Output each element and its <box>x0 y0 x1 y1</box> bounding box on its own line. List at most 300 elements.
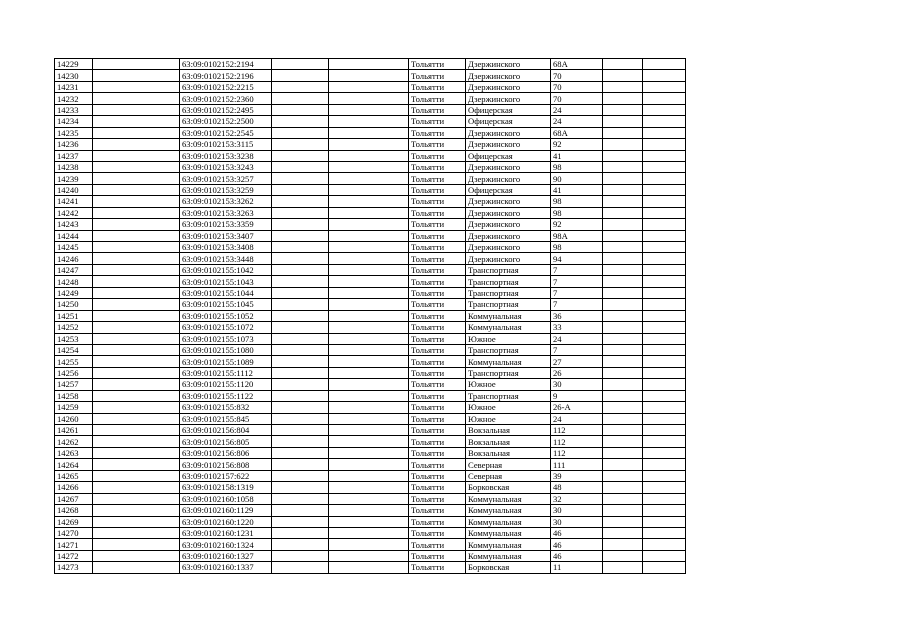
cell-number: 14262 <box>55 436 93 447</box>
cell-number: 14266 <box>55 482 93 493</box>
cell-number: 14258 <box>55 390 93 401</box>
cell-city: Тольятти <box>409 413 466 424</box>
cell-city: Тольятти <box>409 287 466 298</box>
cell-city: Тольятти <box>409 482 466 493</box>
cell-empty <box>329 459 409 470</box>
cell-empty <box>93 527 180 538</box>
table-row <box>55 527 686 538</box>
cell-city: Тольятти <box>409 116 466 127</box>
cell-empty <box>643 230 686 241</box>
cell-street: Вокзальная <box>466 425 551 436</box>
cell-street: Южное <box>466 379 551 390</box>
cell-empty <box>603 150 643 161</box>
cell-empty <box>643 390 686 401</box>
cell-empty <box>93 150 180 161</box>
address-table <box>54 58 686 574</box>
cell-empty <box>93 562 180 573</box>
cell-street: Коммунальная <box>466 322 551 333</box>
cell-house: 46 <box>551 550 603 561</box>
cell-empty <box>272 322 329 333</box>
cell-city: Тольятти <box>409 493 466 504</box>
cell-cadastral-number: 63:09:0102153:3257 <box>180 173 272 184</box>
cell-empty <box>329 207 409 218</box>
cell-empty <box>272 59 329 70</box>
cell-house: 112 <box>551 436 603 447</box>
cell-number: 14265 <box>55 470 93 481</box>
cell-city: Тольятти <box>409 59 466 70</box>
cell-house: 112 <box>551 447 603 458</box>
table-row <box>55 104 686 115</box>
cell-street: Дзержинского <box>466 196 551 207</box>
cell-empty <box>603 413 643 424</box>
cell-empty <box>329 139 409 150</box>
cell-empty <box>603 527 643 538</box>
cell-empty <box>272 93 329 104</box>
cell-empty <box>93 493 180 504</box>
cell-number: 14248 <box>55 276 93 287</box>
cell-street: Дзержинского <box>466 127 551 138</box>
table-row <box>55 356 686 367</box>
table-row <box>55 459 686 470</box>
cell-empty <box>643 276 686 287</box>
cell-empty <box>329 562 409 573</box>
cell-house: 111 <box>551 459 603 470</box>
cell-number: 14231 <box>55 81 93 92</box>
cell-empty <box>603 459 643 470</box>
cell-house: 24 <box>551 333 603 344</box>
cell-number: 14242 <box>55 207 93 218</box>
cell-empty <box>603 161 643 172</box>
cell-empty <box>643 184 686 195</box>
cell-house: 46 <box>551 527 603 538</box>
cell-empty <box>93 287 180 298</box>
cell-house: 90 <box>551 173 603 184</box>
cell-empty <box>272 299 329 310</box>
cell-empty <box>272 207 329 218</box>
cell-cadastral-number: 63:09:0102153:3259 <box>180 184 272 195</box>
cell-empty <box>93 344 180 355</box>
cell-empty <box>603 562 643 573</box>
cell-cadastral-number: 63:09:0102155:1080 <box>180 344 272 355</box>
cell-empty <box>329 59 409 70</box>
cell-empty <box>93 539 180 550</box>
cell-street: Дзержинского <box>466 173 551 184</box>
cell-empty <box>643 333 686 344</box>
cell-empty <box>329 310 409 321</box>
cell-empty <box>643 447 686 458</box>
cell-number: 14234 <box>55 116 93 127</box>
cell-number: 14245 <box>55 242 93 253</box>
cell-number: 14268 <box>55 505 93 516</box>
cell-house: 24 <box>551 116 603 127</box>
cell-empty <box>329 127 409 138</box>
cell-empty <box>272 356 329 367</box>
cell-cadastral-number: 63:09:0102152:2545 <box>180 127 272 138</box>
cell-empty <box>603 276 643 287</box>
cell-empty <box>272 527 329 538</box>
cell-empty <box>603 139 643 150</box>
table-row <box>55 482 686 493</box>
table-row <box>55 264 686 275</box>
cell-number: 14253 <box>55 333 93 344</box>
cell-house: 68А <box>551 127 603 138</box>
cell-cadastral-number: 63:09:0102160:1129 <box>180 505 272 516</box>
cell-empty <box>272 184 329 195</box>
cell-house: 98 <box>551 161 603 172</box>
cell-cadastral-number: 63:09:0102153:3448 <box>180 253 272 264</box>
cell-number: 14272 <box>55 550 93 561</box>
cell-empty <box>329 322 409 333</box>
cell-street: Транспортная <box>466 287 551 298</box>
cell-empty <box>643 356 686 367</box>
cell-empty <box>272 562 329 573</box>
cell-house: 26-А <box>551 402 603 413</box>
cell-empty <box>603 104 643 115</box>
cell-cadastral-number: 63:09:0102155:1072 <box>180 322 272 333</box>
cell-house: 92 <box>551 139 603 150</box>
table-row <box>55 550 686 561</box>
cell-street: Дзержинского <box>466 207 551 218</box>
cell-city: Тольятти <box>409 264 466 275</box>
cell-empty <box>272 447 329 458</box>
table-row <box>55 470 686 481</box>
cell-empty <box>603 550 643 561</box>
cell-street: Дзержинского <box>466 81 551 92</box>
cell-city: Тольятти <box>409 425 466 436</box>
cell-empty <box>329 482 409 493</box>
cell-cadastral-number: 63:09:0102153:3243 <box>180 161 272 172</box>
cell-empty <box>272 516 329 527</box>
cell-empty <box>93 196 180 207</box>
cell-empty <box>272 276 329 287</box>
cell-empty <box>329 219 409 230</box>
cell-cadastral-number: 63:09:0102152:2360 <box>180 93 272 104</box>
cell-empty <box>603 356 643 367</box>
table-row <box>55 379 686 390</box>
cell-empty <box>643 299 686 310</box>
cell-number: 14250 <box>55 299 93 310</box>
cell-cadastral-number: 63:09:0102160:1337 <box>180 562 272 573</box>
cell-empty <box>329 196 409 207</box>
cell-city: Тольятти <box>409 230 466 241</box>
cell-street: Коммунальная <box>466 550 551 561</box>
cell-house: 98 <box>551 242 603 253</box>
cell-empty <box>643 425 686 436</box>
cell-house: 7 <box>551 264 603 275</box>
cell-empty <box>272 402 329 413</box>
cell-street: Транспортная <box>466 367 551 378</box>
cell-number: 14270 <box>55 527 93 538</box>
cell-number: 14241 <box>55 196 93 207</box>
cell-street: Южное <box>466 413 551 424</box>
cell-house: 27 <box>551 356 603 367</box>
cell-empty <box>603 207 643 218</box>
table-row <box>55 70 686 81</box>
cell-house: 70 <box>551 81 603 92</box>
cell-street: Офицерская <box>466 116 551 127</box>
table-row <box>55 344 686 355</box>
cell-empty <box>329 287 409 298</box>
cell-cadastral-number: 63:09:0102153:3262 <box>180 196 272 207</box>
cell-empty <box>643 116 686 127</box>
table-row <box>55 493 686 504</box>
cell-empty <box>272 70 329 81</box>
cell-empty <box>272 264 329 275</box>
cell-empty <box>603 322 643 333</box>
cell-empty <box>329 356 409 367</box>
cell-empty <box>329 104 409 115</box>
cell-empty <box>272 333 329 344</box>
cell-empty <box>603 379 643 390</box>
cell-cadastral-number: 63:09:0102157:622 <box>180 470 272 481</box>
cell-empty <box>93 219 180 230</box>
cell-empty <box>93 356 180 367</box>
cell-empty <box>93 379 180 390</box>
cell-empty <box>643 139 686 150</box>
cell-empty <box>329 436 409 447</box>
cell-empty <box>329 150 409 161</box>
cell-empty <box>93 116 180 127</box>
cell-empty <box>329 413 409 424</box>
cell-empty <box>329 253 409 264</box>
cell-street: Коммунальная <box>466 493 551 504</box>
cell-house: 36 <box>551 310 603 321</box>
cell-empty <box>643 219 686 230</box>
cell-empty <box>603 310 643 321</box>
cell-house: 24 <box>551 413 603 424</box>
cell-city: Тольятти <box>409 70 466 81</box>
cell-street: Офицерская <box>466 184 551 195</box>
cell-cadastral-number: 63:09:0102152:2500 <box>180 116 272 127</box>
cell-empty <box>643 562 686 573</box>
cell-city: Тольятти <box>409 196 466 207</box>
cell-street: Коммунальная <box>466 505 551 516</box>
cell-number: 14263 <box>55 447 93 458</box>
table-row <box>55 402 686 413</box>
cell-cadastral-number: 63:09:0102153:3407 <box>180 230 272 241</box>
cell-empty <box>603 81 643 92</box>
cell-cadastral-number: 63:09:0102153:3238 <box>180 150 272 161</box>
cell-house: 7 <box>551 287 603 298</box>
cell-street: Вокзальная <box>466 447 551 458</box>
cell-empty <box>93 505 180 516</box>
cell-number: 14249 <box>55 287 93 298</box>
cell-cadastral-number: 63:09:0102160:1058 <box>180 493 272 504</box>
table-row <box>55 516 686 527</box>
cell-empty <box>603 390 643 401</box>
cell-house: 94 <box>551 253 603 264</box>
table-row <box>55 322 686 333</box>
cell-number: 14244 <box>55 230 93 241</box>
cell-empty <box>329 70 409 81</box>
cell-number: 14229 <box>55 59 93 70</box>
cell-empty <box>329 276 409 287</box>
cell-empty <box>329 93 409 104</box>
cell-city: Тольятти <box>409 161 466 172</box>
table-row <box>55 539 686 550</box>
cell-empty <box>93 264 180 275</box>
cell-number: 14255 <box>55 356 93 367</box>
table-row <box>55 253 686 264</box>
cell-cadastral-number: 63:09:0102153:3359 <box>180 219 272 230</box>
cell-empty <box>329 402 409 413</box>
cell-empty <box>603 70 643 81</box>
cell-street: Вокзальная <box>466 436 551 447</box>
cell-empty <box>272 470 329 481</box>
table-row <box>55 93 686 104</box>
cell-number: 14267 <box>55 493 93 504</box>
cell-city: Тольятти <box>409 344 466 355</box>
table-row <box>55 562 686 573</box>
cell-empty <box>329 527 409 538</box>
cell-cadastral-number: 63:09:0102155:1073 <box>180 333 272 344</box>
cell-cadastral-number: 63:09:0102153:3408 <box>180 242 272 253</box>
cell-empty <box>93 127 180 138</box>
cell-street: Транспортная <box>466 344 551 355</box>
cell-empty <box>93 436 180 447</box>
cell-empty <box>93 367 180 378</box>
cell-house: 39 <box>551 470 603 481</box>
cell-empty <box>329 242 409 253</box>
cell-city: Тольятти <box>409 81 466 92</box>
cell-street: Офицерская <box>466 150 551 161</box>
cell-empty <box>272 242 329 253</box>
cell-empty <box>272 287 329 298</box>
cell-number: 14230 <box>55 70 93 81</box>
cell-empty <box>603 482 643 493</box>
cell-city: Тольятти <box>409 207 466 218</box>
cell-empty <box>93 413 180 424</box>
cell-house: 7 <box>551 344 603 355</box>
cell-empty <box>329 81 409 92</box>
cell-number: 14257 <box>55 379 93 390</box>
cell-empty <box>93 70 180 81</box>
cell-house: 41 <box>551 150 603 161</box>
cell-street: Южное <box>466 402 551 413</box>
cell-empty <box>643 70 686 81</box>
cell-street: Дзержинского <box>466 59 551 70</box>
cell-empty <box>93 482 180 493</box>
cell-city: Тольятти <box>409 527 466 538</box>
cell-empty <box>643 527 686 538</box>
cell-empty <box>272 219 329 230</box>
cell-cadastral-number: 63:09:0102155:1045 <box>180 299 272 310</box>
cell-street: Южное <box>466 333 551 344</box>
cell-empty <box>329 230 409 241</box>
table-row <box>55 150 686 161</box>
cell-empty <box>93 470 180 481</box>
cell-empty <box>329 516 409 527</box>
cell-house: 30 <box>551 379 603 390</box>
cell-city: Тольятти <box>409 93 466 104</box>
cell-empty <box>93 242 180 253</box>
cell-empty <box>329 367 409 378</box>
cell-house: 9 <box>551 390 603 401</box>
cell-number: 14254 <box>55 344 93 355</box>
cell-empty <box>329 379 409 390</box>
cell-city: Тольятти <box>409 276 466 287</box>
cell-house: 70 <box>551 93 603 104</box>
cell-empty <box>643 516 686 527</box>
table-row <box>55 333 686 344</box>
cell-cadastral-number: 63:09:0102156:804 <box>180 425 272 436</box>
cell-empty <box>93 425 180 436</box>
cell-empty <box>329 425 409 436</box>
cell-empty <box>329 116 409 127</box>
cell-empty <box>93 299 180 310</box>
cell-empty <box>643 344 686 355</box>
cell-empty <box>643 242 686 253</box>
cell-number: 14252 <box>55 322 93 333</box>
cell-number: 14232 <box>55 93 93 104</box>
cell-city: Тольятти <box>409 447 466 458</box>
cell-empty <box>603 93 643 104</box>
cell-empty <box>603 230 643 241</box>
cell-cadastral-number: 63:09:0102153:3263 <box>180 207 272 218</box>
cell-empty <box>603 219 643 230</box>
cell-empty <box>272 116 329 127</box>
cell-number: 14259 <box>55 402 93 413</box>
cell-empty <box>603 447 643 458</box>
cell-house: 112 <box>551 425 603 436</box>
cell-empty <box>272 413 329 424</box>
cell-city: Тольятти <box>409 219 466 230</box>
table-row <box>55 81 686 92</box>
cell-empty <box>603 116 643 127</box>
cell-empty <box>272 539 329 550</box>
cell-house: 92 <box>551 219 603 230</box>
cell-city: Тольятти <box>409 253 466 264</box>
cell-empty <box>272 550 329 561</box>
cell-empty <box>329 344 409 355</box>
cell-empty <box>603 402 643 413</box>
cell-cadastral-number: 63:09:0102156:806 <box>180 447 272 458</box>
cell-empty <box>93 459 180 470</box>
cell-cadastral-number: 63:09:0102152:2194 <box>180 59 272 70</box>
cell-empty <box>93 516 180 527</box>
cell-cadastral-number: 63:09:0102153:3115 <box>180 139 272 150</box>
cell-empty <box>329 550 409 561</box>
cell-empty <box>603 470 643 481</box>
cell-empty <box>93 173 180 184</box>
cell-empty <box>603 173 643 184</box>
cell-empty <box>603 287 643 298</box>
cell-city: Тольятти <box>409 150 466 161</box>
cell-city: Тольятти <box>409 139 466 150</box>
cell-cadastral-number: 63:09:0102155:1042 <box>180 264 272 275</box>
cell-empty <box>603 493 643 504</box>
table-row <box>55 276 686 287</box>
cell-empty <box>643 505 686 516</box>
cell-house: 30 <box>551 516 603 527</box>
cell-number: 14271 <box>55 539 93 550</box>
cell-empty <box>643 104 686 115</box>
table-row <box>55 505 686 516</box>
cell-number: 14256 <box>55 367 93 378</box>
cell-house: 41 <box>551 184 603 195</box>
cell-cadastral-number: 63:09:0102160:1327 <box>180 550 272 561</box>
cell-house: 7 <box>551 299 603 310</box>
cell-empty <box>329 505 409 516</box>
cell-empty <box>272 196 329 207</box>
cell-city: Тольятти <box>409 550 466 561</box>
cell-empty <box>603 436 643 447</box>
cell-empty <box>603 539 643 550</box>
table-row <box>55 59 686 70</box>
table-body <box>55 59 686 574</box>
cell-empty <box>329 264 409 275</box>
cell-empty <box>272 493 329 504</box>
